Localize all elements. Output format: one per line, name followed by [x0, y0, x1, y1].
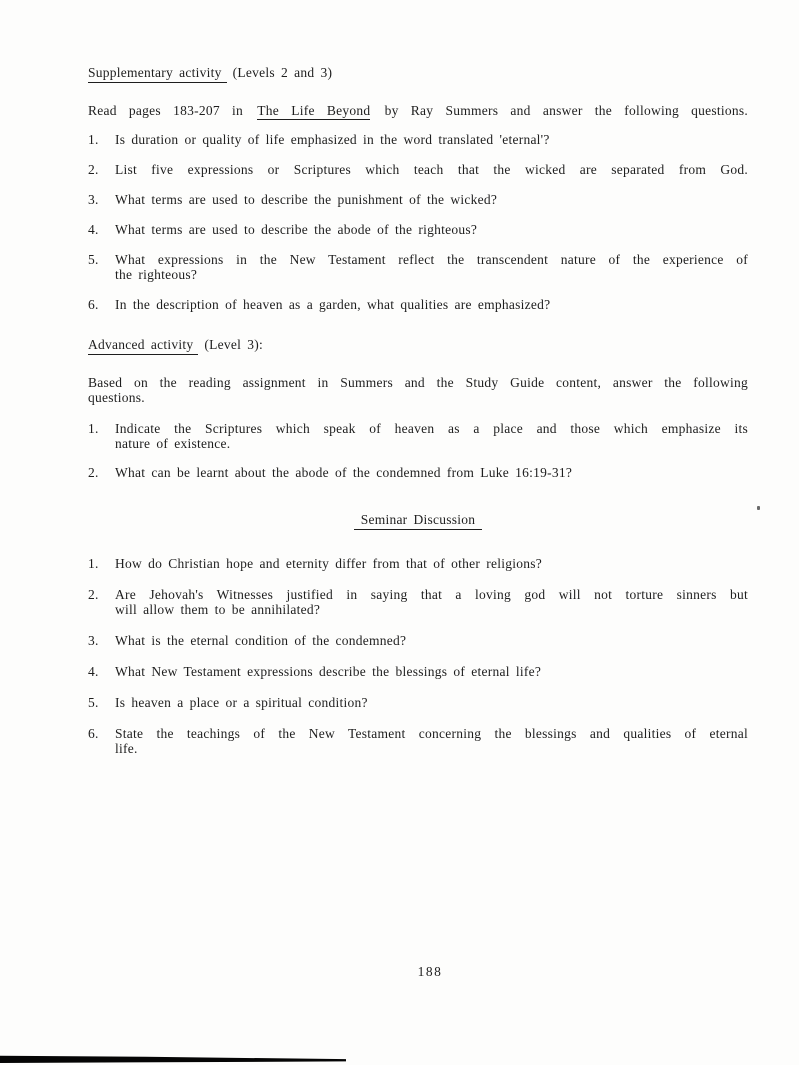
- question-text: What terms are used to describe the abode of the righteous?: [115, 222, 478, 237]
- question-item: [88, 664, 748, 679]
- advanced-heading-line: [88, 337, 748, 352]
- question-number: 1.: [88, 556, 99, 571]
- question-text: What can be learnt about the abode of the condemned from Luke 16:19-31?: [115, 465, 573, 480]
- question-text: Is heaven a place or a spiritual condition?: [115, 695, 368, 710]
- question-number: 2.: [88, 587, 99, 602]
- question-text: In the description of heaven as a garden, what qualities are emphasized?: [115, 297, 551, 312]
- question-text: How do Christian hope and eternity differ from that of other religions?: [115, 556, 543, 571]
- question-number: 2.: [88, 465, 99, 480]
- question-item: [88, 162, 748, 177]
- question-item: [88, 633, 748, 648]
- page-content: [88, 0, 748, 772]
- seminar-heading: Seminar Discussion: [354, 512, 483, 530]
- question-text: State the teachings of the New Testament concerning the blessings and qualities of eternal life.: [115, 726, 748, 756]
- page-number: 188: [417, 964, 443, 979]
- question-text: Are Jehovah's Witnesses justified in saying that a loving god will not torture sinners but will allow them to be annihilated?: [115, 587, 748, 617]
- section-supplementary-activity: [88, 65, 748, 312]
- reading-assignment-line: [88, 103, 748, 118]
- supplementary-question-list: [88, 132, 748, 312]
- question-item: [88, 132, 748, 147]
- question-text: What terms are used to describe the punishment of the wicked?: [115, 192, 498, 207]
- question-text: What expressions in the New Testament reflect the transcendent nature of the experience of the righteous?: [115, 252, 748, 282]
- question-item: [88, 695, 748, 710]
- question-text: Is duration or quality of life emphasized in the word translated 'eternal'?: [115, 132, 550, 147]
- scan-edge-bar: [0, 1055, 346, 1063]
- question-number: 5.: [88, 252, 99, 267]
- question-number: 6.: [88, 297, 99, 312]
- reading-assignment-suffix: by Ray Summers and answer the following questions.: [384, 103, 749, 118]
- reading-assignment-prefix: Read pages 183-207 in: [88, 103, 244, 118]
- question-number: 5.: [88, 695, 99, 710]
- advanced-heading: Advanced activity: [88, 337, 198, 355]
- supplementary-heading-line: [88, 65, 748, 80]
- question-item: [88, 297, 748, 312]
- section-seminar-discussion: [88, 512, 748, 756]
- question-number: 4.: [88, 664, 99, 679]
- question-text: Indicate the Scriptures which speak of heaven as a place and those which emphasize its nature of existence.: [115, 421, 748, 451]
- advanced-intro: Based on the reading assignment in Summers and the Study Guide content, answer the following questions.: [88, 375, 748, 405]
- question-item: [88, 726, 748, 756]
- question-item: [88, 421, 748, 451]
- seminar-heading-row: [88, 512, 748, 530]
- question-text: What is the eternal condition of the condemned?: [115, 633, 407, 648]
- advanced-question-list: [88, 421, 748, 480]
- question-text: What New Testament expressions describe the blessings of eternal life?: [115, 664, 542, 679]
- supplementary-heading-note: (Levels 2 and 3): [232, 65, 333, 80]
- question-item: [88, 192, 748, 207]
- scan-speck: [757, 506, 760, 510]
- question-number: 2.: [88, 162, 99, 177]
- question-item: [88, 587, 748, 617]
- question-item: [88, 222, 748, 237]
- question-item: [88, 252, 748, 282]
- question-number: 3.: [88, 192, 99, 207]
- seminar-question-list: [88, 556, 748, 756]
- question-number: 3.: [88, 633, 99, 648]
- book-title: The Life Beyond: [257, 103, 371, 118]
- question-number: 1.: [88, 132, 99, 147]
- section-advanced-activity: [88, 337, 748, 480]
- question-number: 4.: [88, 222, 99, 237]
- question-number: 6.: [88, 726, 99, 741]
- question-item: [88, 556, 748, 571]
- question-text: List five expressions or Scriptures which teach that the wicked are separated from God.: [115, 162, 748, 177]
- question-item: [88, 465, 748, 480]
- advanced-heading-note: (Level 3):: [204, 337, 263, 352]
- supplementary-heading: Supplementary activity: [88, 65, 227, 83]
- question-number: 1.: [88, 421, 99, 436]
